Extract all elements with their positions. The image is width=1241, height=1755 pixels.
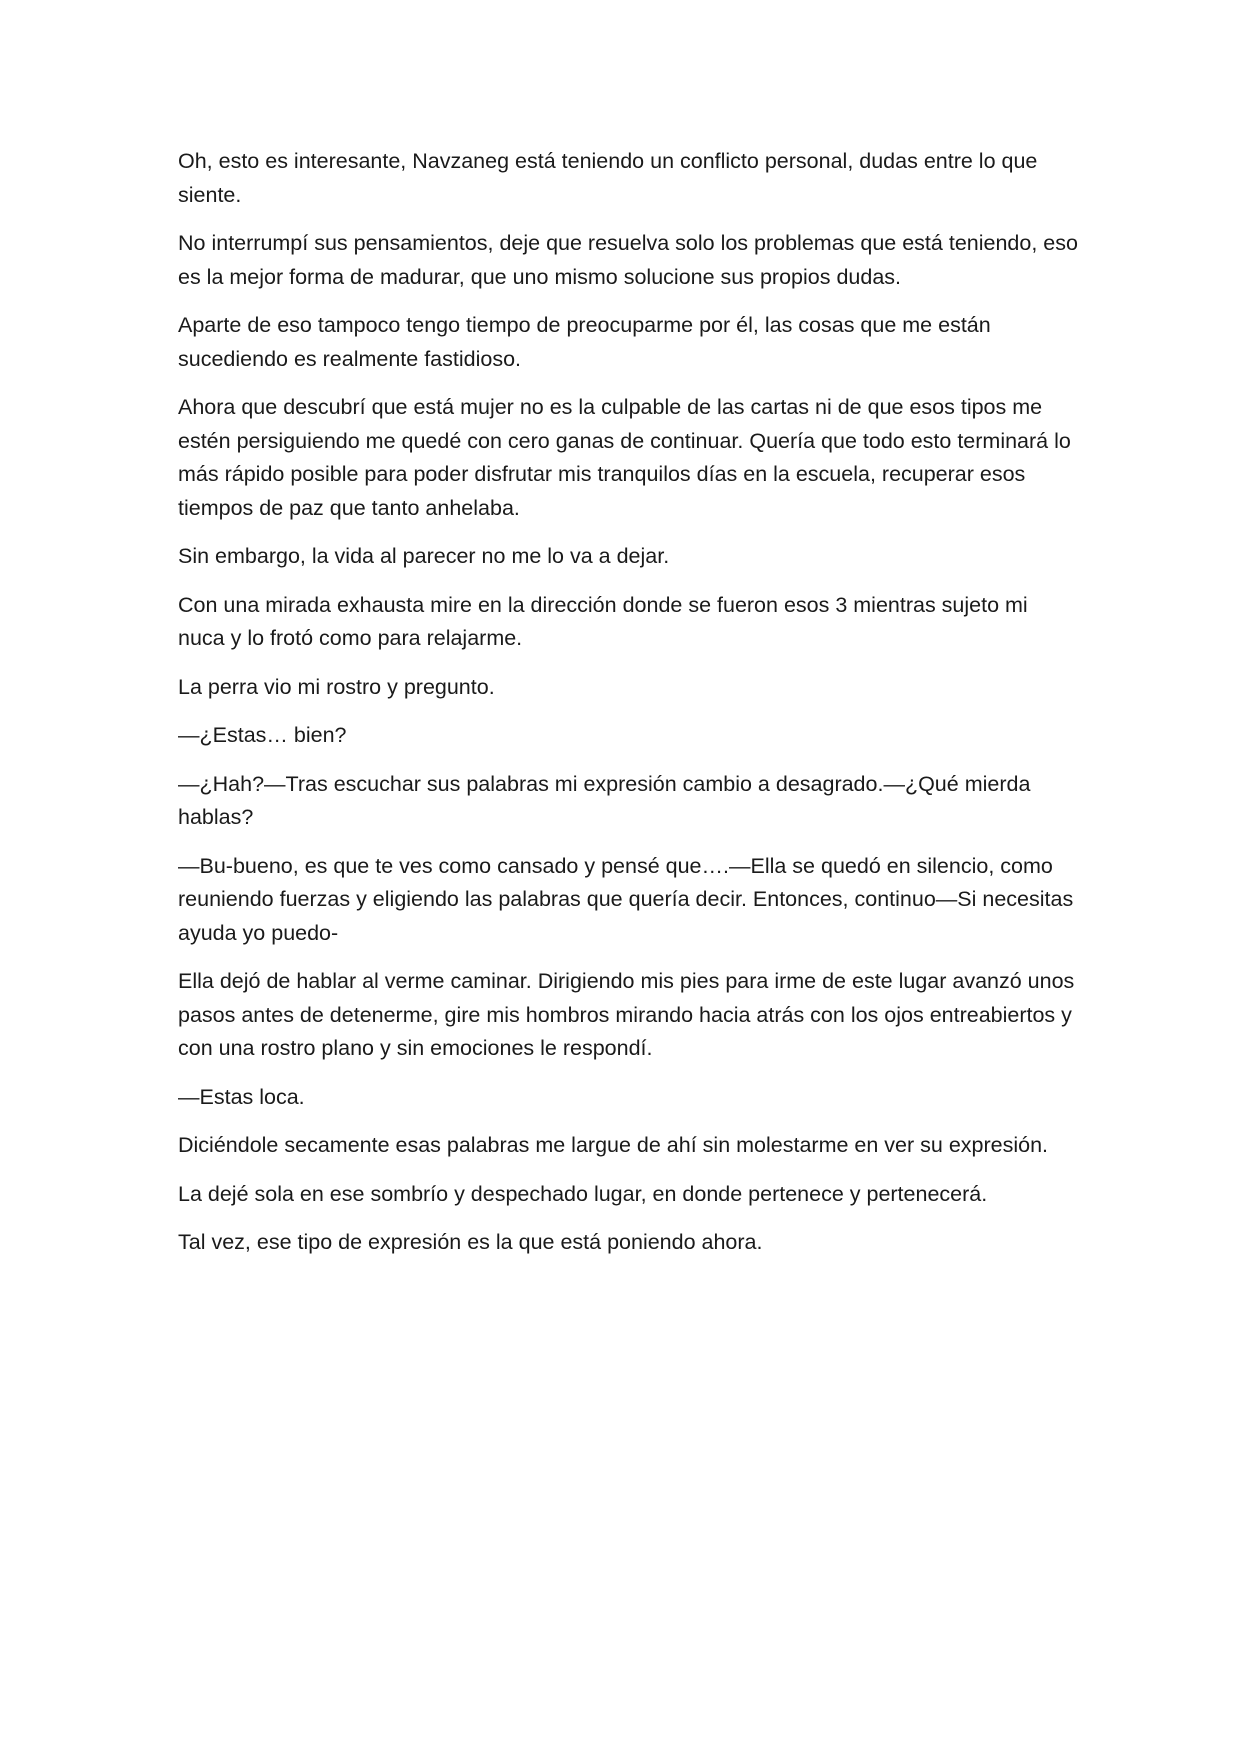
paragraph: No interrumpí sus pensamientos, deje que resuelva solo los problemas que está teniendo, eso es la mejor forma de madurar, que uno mismo solucione sus propios dudas.: [178, 231, 1078, 289]
paragraph: Oh, esto es interesante, Navzaneg está teniendo un conflicto personal, dudas entre lo que siente.: [178, 149, 1038, 207]
paragraph: —Estas loca.: [178, 1084, 305, 1109]
paragraph: Diciéndole secamente esas palabras me largue de ahí sin molestarme en ver su expresión.: [178, 1133, 1049, 1157]
paragraph: Ella dejó de hablar al verme caminar. Dirigiendo mis pies para irme de este lugar avanzó unos pasos antes de detenerme, gire mis hombros mirando hacia atrás con los ojos entreabiertos y con una rostro plano y sin emociones le respondí.: [178, 969, 1075, 1060]
paragraph: —¿Estas… bien?: [178, 723, 347, 747]
paragraph: La dejé sola en ese sombrío y despechado lugar, en donde pertenece y pertenecerá.: [178, 1181, 988, 1206]
paragraph: Sin embargo, la vida al parecer no me lo va a dejar.: [178, 544, 670, 568]
paragraph: Ahora que descubrí que está mujer no es la culpable de las cartas ni de que esos tipos me estén persiguiendo me quedé con cero ganas de continuar. Quería que todo esto terminará lo más rápido posible para poder disfrutar mis tranquilos días en la escuela, recuperar esos tiempos de paz que tanto anhelaba.: [178, 395, 1071, 520]
paragraph: Con una mirada exhausta mire en la dirección donde se fueron esos 3 mientras sujeto mi nuca y lo frotó como para relajarme.: [178, 592, 1028, 650]
paragraph: La perra vio mi rostro y pregunto.: [178, 674, 495, 699]
paragraph: Tal vez, ese tipo de expresión es la que está poniendo ahora.: [178, 1230, 763, 1254]
paragraph: Aparte de eso tampoco tengo tiempo de preocuparme por él, las cosas que me están sucediendo es realmente fastidioso.: [178, 313, 991, 371]
paragraph: —Bu-bueno, es que te ves como cansado y pensé que….—Ella se quedó en silencio, como reuniendo fuerzas y eligiendo las palabras que quería decir. Entonces, continuo—Si necesitas ayuda yo puedo-: [178, 853, 1074, 945]
document-page: [178, 145, 1078, 1275]
paragraph: —¿Hah?—Tras escuchar sus palabras mi expresión cambio a desagrado.—¿Qué mierda hablas?: [178, 771, 1031, 829]
